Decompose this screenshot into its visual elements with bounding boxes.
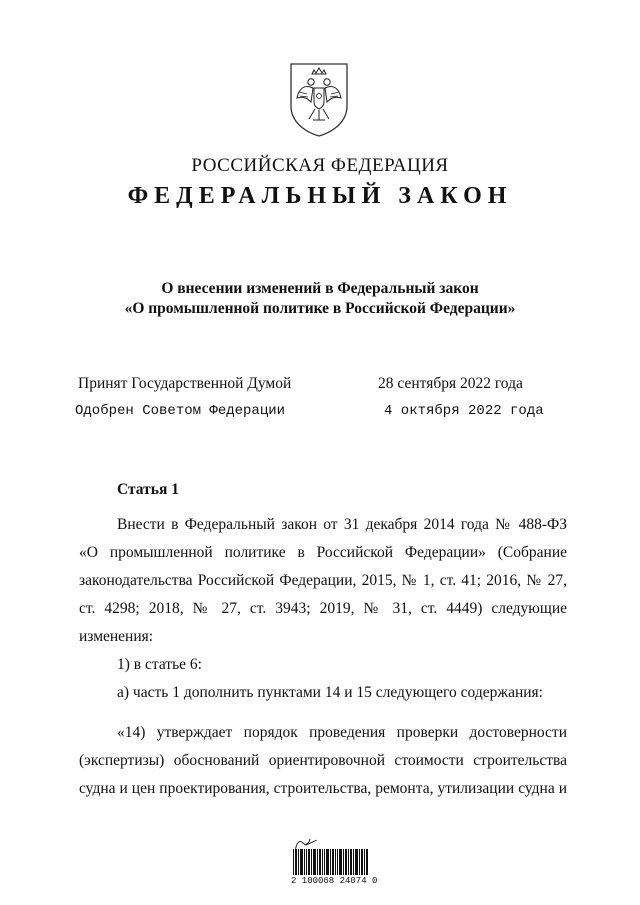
article-paragraph-4 [79,719,567,803]
article-paragraph-2 [79,651,567,679]
coat-of-arms-emblem-icon [287,62,351,138]
country-title: РОССИЙСКАЯ ФЕДЕРАЦИЯ [191,155,449,176]
paragraph-line: законодательства Российской Федерации, 2015, № 1, ст. 41; 2016, № 27, [79,572,567,589]
paragraph-line: 1) в статье 6: [117,656,202,673]
article-title: Статья 1 [117,481,179,498]
paragraph-line: Внести в Федеральный закон от 31 декабря 2014 года № 488-ФЗ [117,516,567,533]
duma-adoption-date: 28 сентября 2022 года [378,375,523,392]
paragraph-line: ст. 4298; 2018, № 27, ст. 3943; 2019, № 31, ст. 4449) следующие изменения: [79,600,567,645]
paragraph-line: а) часть 1 дополнить пунктами 14 и 15 следующего содержания: [117,684,543,701]
article-paragraph-3 [79,679,567,707]
duma-adoption-label: Принят Государственной Думой [78,375,292,392]
paragraph-line: (экспертизы) обоснований ориентировочной стоимости строительства [79,752,567,769]
document-type-title: ФЕДЕРАЛЬНЫЙ ЗАКОН [127,183,513,209]
council-approval-label: Одобрен Советом Федерации [75,403,286,419]
barcode-bars-icon [293,849,369,875]
paragraph-line: судна и цен проектирования, строительства, ремонта, утилизации судна и [79,780,567,797]
barcode-number: 2 100068 24074 0 [291,876,378,886]
council-approval-date: 4 октября 2022 года [384,403,544,419]
law-subject-line-1: О внесении изменений в Федеральный закон [161,280,479,297]
article-paragraph-1 [79,511,567,651]
paragraph-line: «14) утверждает порядок проведения проверки достоверности [117,724,567,741]
law-subject-line-2: «О промышленной политике в Российской Федерации» [124,300,516,317]
paragraph-line: «О промышленной политике в Российской Федерации» (Собрание [79,544,567,561]
